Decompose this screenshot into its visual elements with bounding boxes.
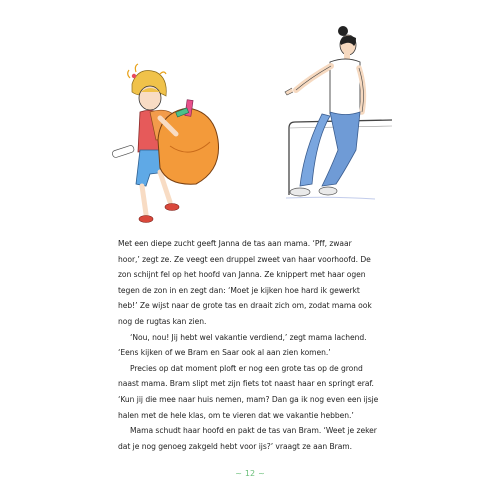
text-line: ‘Nou, nou! Jij hebt wel vakantie verdiend,’ zegt mama lachend.: [130, 332, 367, 342]
text-line: Mama schudt haar hoofd en pakt de tas van Bram. ‘Weet je zeker: [130, 426, 377, 436]
mother-figure: [285, 26, 363, 196]
story-text: [118, 236, 390, 454]
page-number: 12: [244, 469, 256, 478]
text-line: ‘Eens kijken of we Bram en Saar ook al aan zien komen.’: [118, 348, 331, 358]
paragraph: [118, 423, 390, 454]
page-number-footer: [0, 469, 500, 478]
text-line: heb!’ Ze wijst naar de grote tas en draait zich om, zodat mama ook: [118, 301, 372, 311]
decorative-dash: ~: [235, 469, 242, 478]
text-line: zon schijnt fel op het hoofd van Janna. Ze knippert met haar ogen: [118, 270, 366, 280]
text-line: tegen de zon in en zegt dan: ‘Moet je kijken hoe hard ik gewerkt: [118, 285, 360, 295]
paragraph: [118, 330, 390, 361]
text-line: hoor,’ zegt ze. Ze veegt een druppel zweet van haar voorhoofd. De: [118, 254, 371, 264]
text-line: Precies op dat moment ploft er nog een grote tas op de grond: [130, 363, 363, 373]
text-line: dat je nog genoeg zakgeld hebt voor ijs?’ vraagt ze aan Bram.: [118, 441, 353, 451]
girl-figure: [112, 64, 219, 223]
text-line: naast mama. Bram slipt met zijn fiets tot naast haar en springt eraf.: [118, 379, 374, 389]
paragraph: [118, 236, 390, 330]
text-line: halen met de hele klas, om te vieren dat we vakantie hebben.’: [118, 410, 354, 420]
text-line: ‘Kun jij die mee naar huis nemen, mam? Dan ga ik nog even een ijsje: [118, 394, 379, 404]
text-line: Met een diepe zucht geeft Janna de tas aan mama. ‘Pff, zwaar: [118, 239, 352, 248]
illustration: [0, 0, 500, 235]
decorative-dash: ~: [258, 469, 265, 478]
paragraph: [118, 361, 390, 423]
text-line: nog de rugtas kan zien.: [118, 316, 207, 326]
